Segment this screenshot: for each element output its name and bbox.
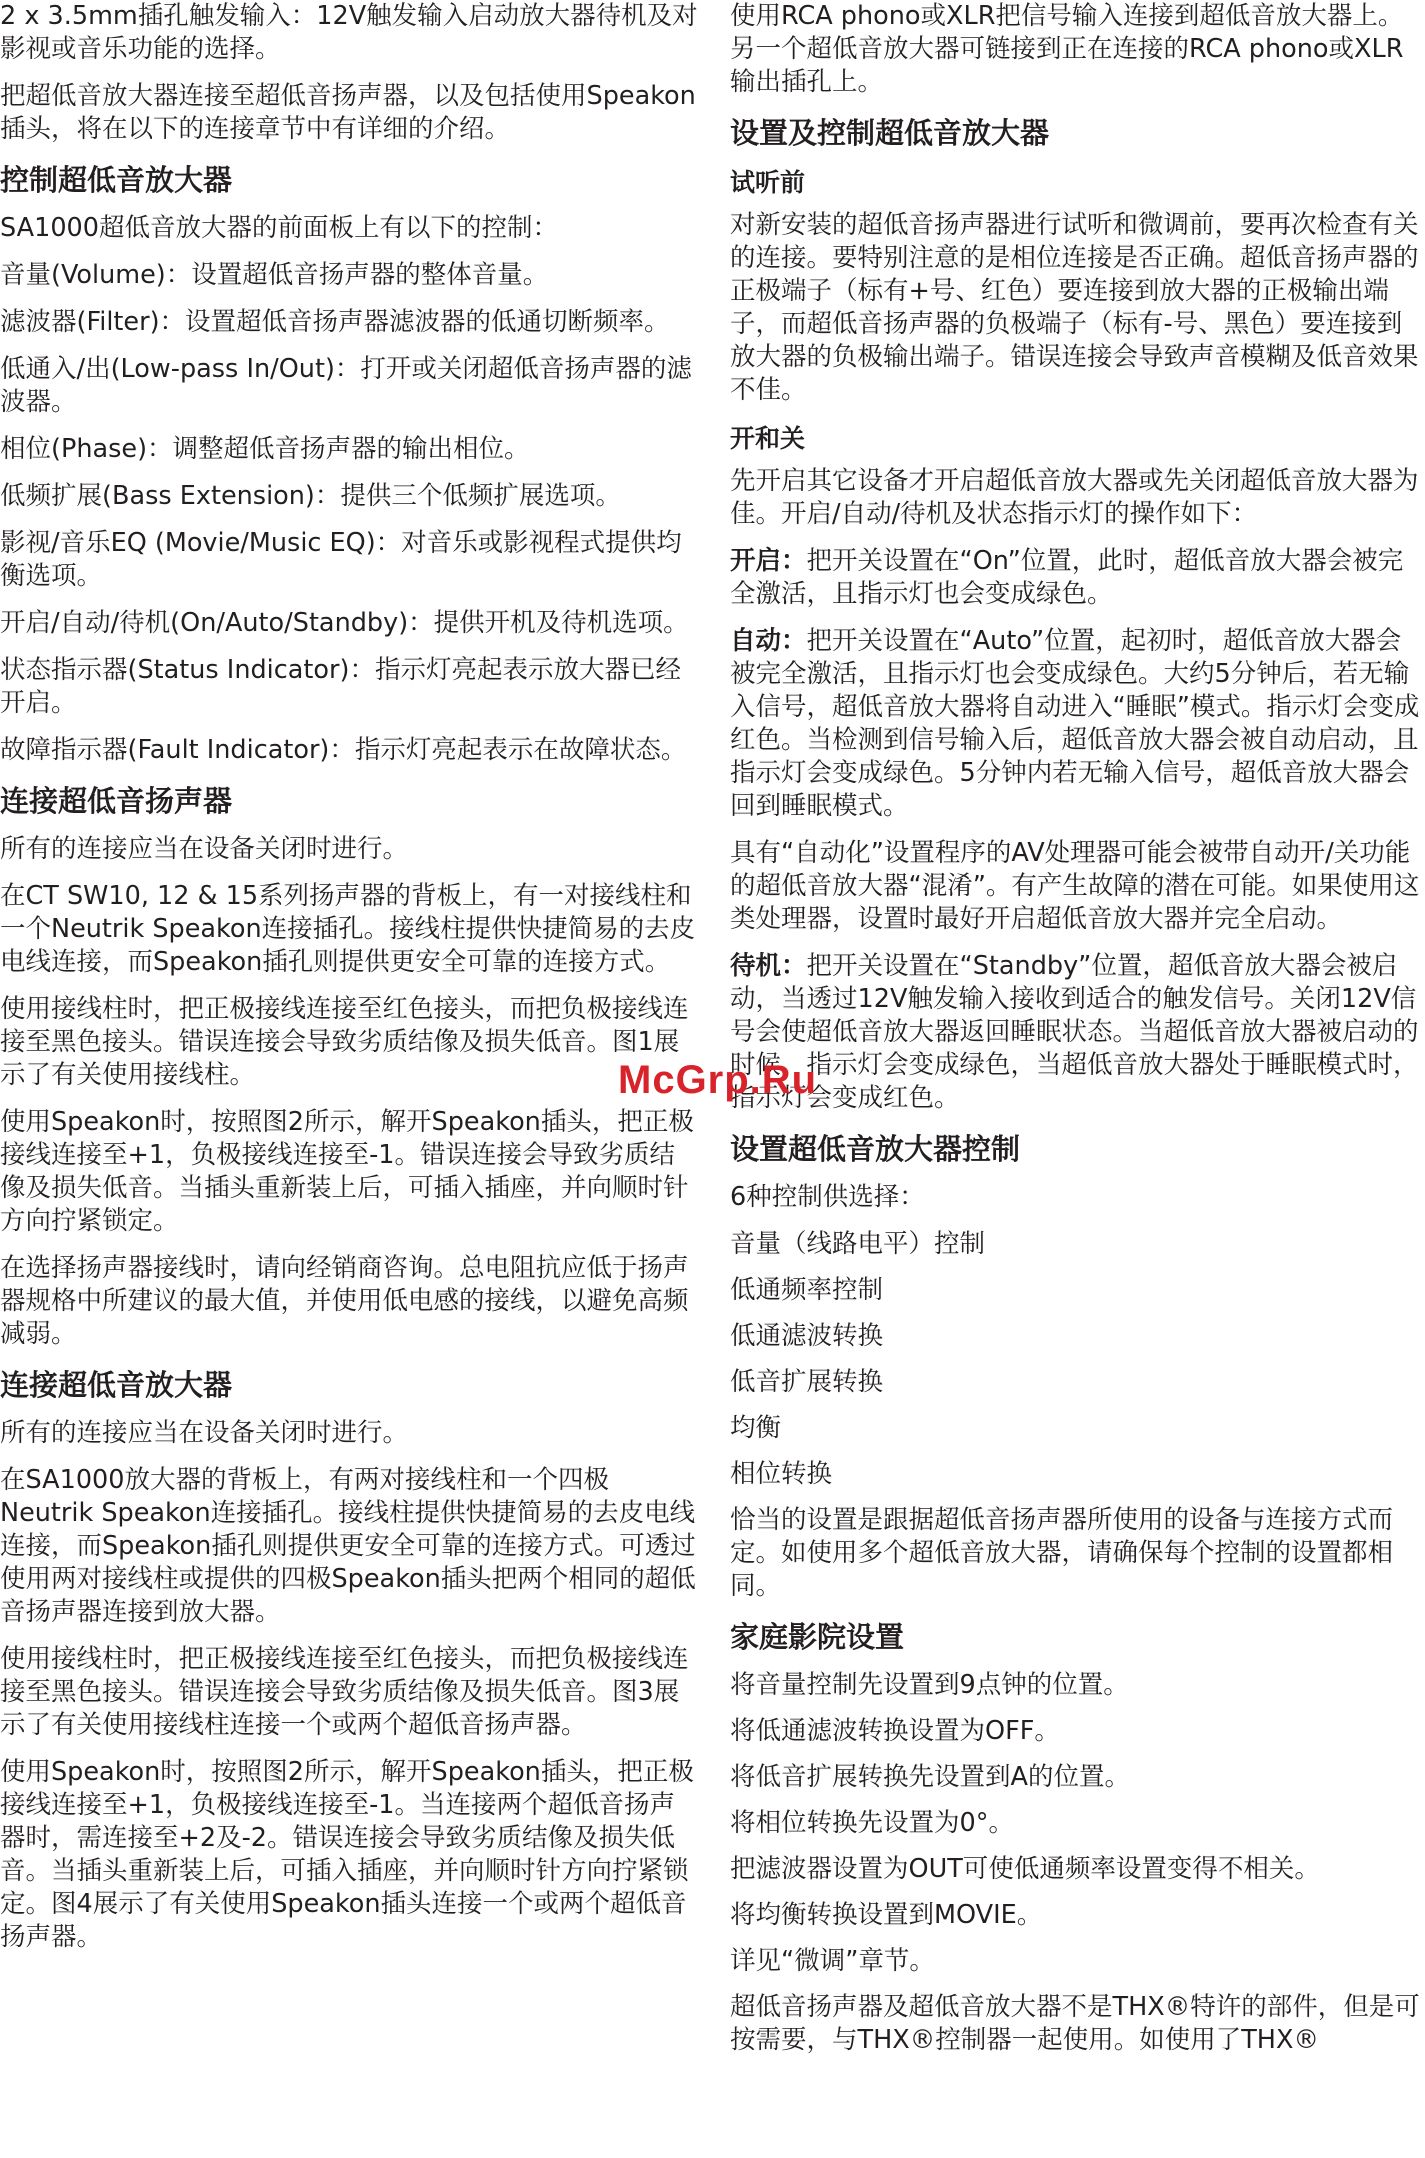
list-item: 低通频率控制 xyxy=(730,1275,884,1305)
mode-text: 把开关设置在“Standby”位置，超低音放大器会被启动，当透过12V触发输入接收到适合的触发信号。关闭12V信号会使超低音放大器返回睡眠状态。当超低音放大器被启动的时候，指示灯会变成绿色，当超低音放大器处于睡眠模式时，指示灯会变成红色。 xyxy=(730,951,1419,1113)
list-item: 把滤波器设置为OUT可使低通频率设置变得不相关。 xyxy=(730,1854,1320,1884)
list-item: 相位转换 xyxy=(730,1459,833,1489)
control-item: 相位(Phase)：调整超低音扬声器的输出相位。 xyxy=(0,434,530,464)
list-item: 低音扩展转换 xyxy=(730,1367,884,1397)
paragraph: 恰当的设置是跟据超低音扬声器所使用的设备与连接方式而定。如使用多个超低音放大器，请确保每个控制的设置都相同。 xyxy=(730,1505,1394,1601)
control-item: 音量(Volume)：设置超低音扬声器的整体音量。 xyxy=(0,260,549,290)
control-item: 状态指示器(Status Indicator)：指示灯亮起表示放大器已经开启。 xyxy=(0,655,681,718)
paragraph: 使用接线柱时，把正极接线连接至红色接头，而把负极接线连接至黑色接头。错误连接会导致劣质结像及损失低音。图3展示了有关使用接线柱连接一个或两个超低音扬声器。 xyxy=(0,1644,689,1740)
list-item: 均衡 xyxy=(730,1413,782,1443)
watermark: McGrp.Ru xyxy=(618,1058,818,1102)
control-item: 低通入/出(Low-pass In/Out)：打开或关闭超低音扬声器的滤波器。 xyxy=(0,354,692,417)
controls-list xyxy=(730,1228,1420,1491)
subheading-before: 试听前 xyxy=(730,168,806,197)
paragraph: 2 x 3.5mm插孔触发输入：12V触发输入启动放大器待机及对影视或音乐功能的选择。 xyxy=(0,1,698,64)
paragraph: 把超低音放大器连接至超低音扬声器，以及包括使用Speakon插头，将在以下的连接章节中有详细的介绍。 xyxy=(0,81,696,144)
mode-text: 把开关设置在“On”位置，此时，超低音放大器会被完全激活，且指示灯也会变成绿色。 xyxy=(730,546,1404,609)
paragraph: 超低音扬声器及超低音放大器不是THX®特许的部件，但是可按需要，与THX®控制器一起使用。如使用了THX® xyxy=(730,1992,1420,2055)
right-column xyxy=(730,0,1420,2071)
subheading-onoff: 开和关 xyxy=(730,424,806,453)
paragraph: 使用Speakon时，按照图2所示，解开Speakon插头，把正极接线连接至+1，负极接线连接至-1。当连接两个超低音扬声器时，需连接至+2及-2。错误连接会导致劣质结像及损失低音。当插头重新装上后，可插入插座，并向顺时针方向拧紧锁定。图4展示了有关使用Speakon插头连接一个或两个超低音扬声器。 xyxy=(0,1757,694,1952)
home-theater-list xyxy=(730,1669,1420,1978)
list-item: 将相位转换先设置为0°。 xyxy=(730,1808,1014,1838)
section-heading-amp: 连接超低音放大器 xyxy=(0,1368,233,1402)
control-item: 开启/自动/待机(On/Auto/Standby)：提供开机及待机选项。 xyxy=(0,608,689,638)
left-column xyxy=(0,0,700,1968)
mode-label: 待机： xyxy=(730,951,807,981)
paragraph: 对新安装的超低音扬声器进行试听和微调前，要再次检查有关的连接。要特别注意的是相位连接是否正确。超低音扬声器的正极端子（标有+号、红色）要连接到放大器的正极输出端子，而超低音扬声器的负极端子（标有-号、黑色）要连接到放大器的负极输出端子。错误连接会导致声音模糊及低音效果不佳。 xyxy=(730,210,1419,405)
paragraph: 在选择扬声器接线时，请向经销商咨询。总电阻抗应低于扬声器规格中所建议的最大值，并使用低电感的接线，以避免高频减弱。 xyxy=(0,1253,689,1349)
paragraph: 使用接线柱时，把正极接线连接至红色接头，而把负极接线连接至黑色接头。错误连接会导致劣质结像及损失低音。图1展示了有关使用接线柱。 xyxy=(0,994,689,1090)
mode-on xyxy=(730,545,1420,611)
list-item: 低通滤波转换 xyxy=(730,1321,884,1351)
mode-text: 把开关设置在“Auto”位置，起初时，超低音放大器会被完全激活，且指示灯也会变成绿色。大约5分钟后，若无输入信号，超低音放大器将自动进入“睡眠”模式。指示灯会变成红色。当检测到信号输入后，超低音放大器会被自动启动，且指示灯会变成绿色。5分钟内若无输入信号，超低音放大器会回到睡眠模式。 xyxy=(730,626,1420,821)
paragraph: 使用Speakon时，按照图2所示，解开Speakon插头，把正极接线连接至+1，负极接线连接至-1。错误连接会导致劣质结像及损失低音。当插头重新装上后，可插入插座，并向顺时针方向拧紧锁定。 xyxy=(0,1107,694,1236)
paragraph: 使用RCA phono或XLR把信号输入连接到超低音放大器上。另一个超低音放大器可链接到正在连接的RCA phono或XLR输出插孔上。 xyxy=(730,1,1404,97)
paragraph: 所有的连接应当在设备关闭时进行。 xyxy=(0,834,409,864)
list-item: 将低音扩展转换先设置到A的位置。 xyxy=(730,1762,1130,1792)
section-heading-setup: 设置及控制超低音放大器 xyxy=(730,116,1050,150)
section-heading-speaker: 连接超低音扬声器 xyxy=(0,784,233,818)
section-heading-home: 家庭影院设置 xyxy=(730,1620,905,1654)
section-heading-control: 控制超低音放大器 xyxy=(0,163,233,197)
mode-standby xyxy=(730,950,1420,1115)
control-item: 低频扩展(Bass Extension)：提供三个低频扩展选项。 xyxy=(0,481,621,511)
list-item: 将均衡转换设置到MOVIE。 xyxy=(730,1900,1043,1930)
paragraph: 在CT SW10, 12 & 15系列扬声器的背板上，有一对接线柱和一个Neutrik Speakon连接插孔。接线柱提供快捷简易的去皮电线连接，而Speakon插孔则提供更安全可靠的连接方式。 xyxy=(0,881,696,977)
mode-label: 开启： xyxy=(730,546,807,576)
list-item: 音量（线路电平）控制 xyxy=(730,1229,986,1259)
control-item: 故障指示器(Fault Indicator)：指示灯亮起表示在故障状态。 xyxy=(0,735,687,765)
paragraph: 具有“自动化”设置程序的AV处理器可能会被带自动开/关功能的超低音放大器“混淆”。有产生故障的潜在可能。如果使用这类处理器，设置时最好开启超低音放大器并完全启动。 xyxy=(730,838,1420,934)
paragraph: 先开启其它设备才开启超低音放大器或先关闭超低音放大器为佳。开启/自动/待机及状态指示灯的操作如下： xyxy=(730,466,1419,529)
list-item: 将低通滤波转换设置为OFF。 xyxy=(730,1716,1060,1746)
control-item: 影视/音乐EQ (Movie/Music EQ)：对音乐或影视程式提供均衡选项。 xyxy=(0,528,682,591)
mode-label: 自动： xyxy=(730,626,807,656)
list-item: 详见“微调”章节。 xyxy=(730,1946,935,1976)
paragraph: SA1000超低音放大器的前面板上有以下的控制： xyxy=(0,213,559,243)
section-heading-controls: 设置超低音放大器控制 xyxy=(730,1132,1021,1166)
paragraph: 6种控制供选择： xyxy=(730,1182,925,1212)
paragraph: 在SA1000放大器的背板上，有两对接线柱和一个四极Neutrik Speakon连接插孔。接线柱提供快捷简易的去皮电线连接，而Speakon插孔则提供更安全可靠的连接方式。可透过使用两对接线柱或提供的四极Speakon插头把两个相同的超低音扬声器连接到放大器。 xyxy=(0,1465,696,1627)
mode-auto xyxy=(730,625,1420,823)
list-item: 将音量控制先设置到9点钟的位置。 xyxy=(730,1670,1129,1700)
paragraph: 所有的连接应当在设备关闭时进行。 xyxy=(0,1418,409,1448)
control-item: 滤波器(Filter)：设置超低音扬声器滤波器的低通切断频率。 xyxy=(0,307,670,337)
